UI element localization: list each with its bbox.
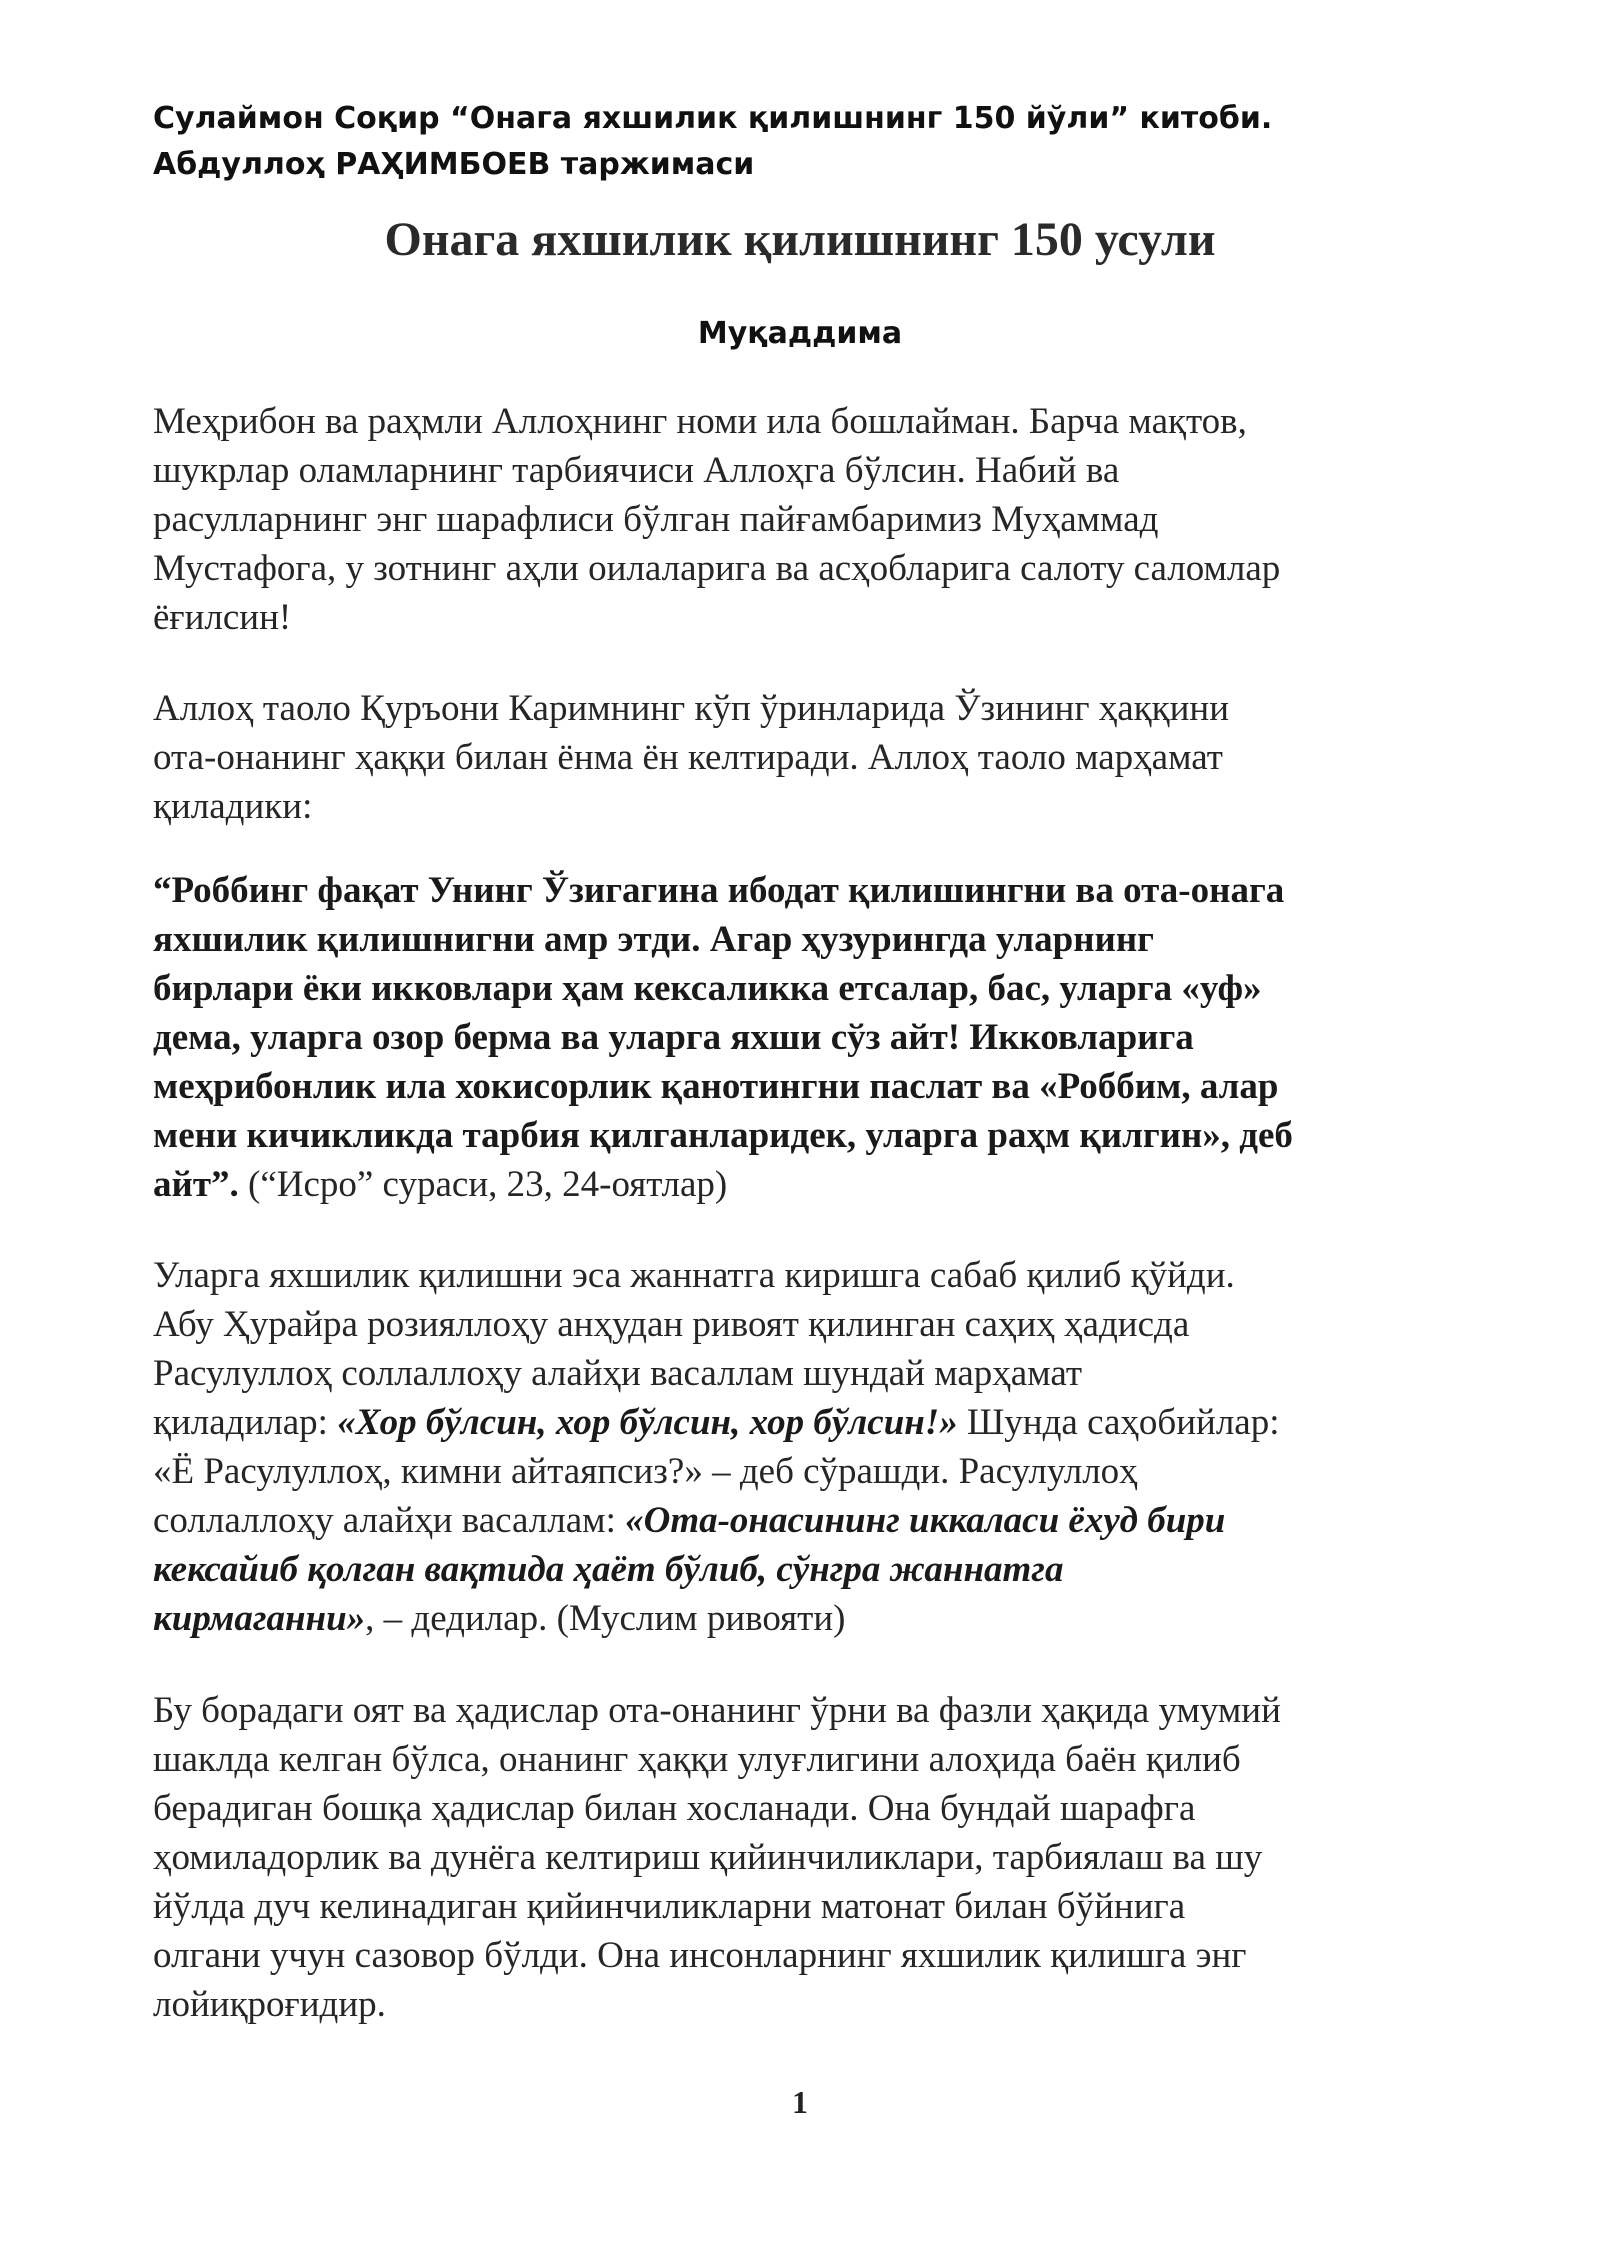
text-line: Меҳрибон ва раҳмли Аллоҳнинг номи ила бошлайман. Барча мақтов, [153,401,1247,442]
page-number: 1 [792,2084,808,2120]
hadith-quote: «Хор бўлсин, хор бўлсин, хор бўлсин!» [337,1402,958,1443]
verse-reference: (“Исро” сураси, 23, 24-оятлар) [238,1164,728,1205]
hadith-quote: «Ота-онасининг иккаласи ёхуд бири [625,1500,1226,1541]
text-span: соллаллоҳу алайҳи васаллам: [153,1500,626,1541]
text-line: Абу Ҳурайра розияллоҳу анҳудан ривоят қилинган саҳиҳ ҳадисда [153,1304,1190,1345]
verse-line: меҳрибонлик ила хокисорлик қанотингни паслат ва «Роббим, алар [153,1066,1279,1107]
paragraph-hadith [153,1251,1493,1643]
text-line: қиладики: [153,786,313,827]
header-book-line: Сулаймон Соқир “Онага яхшилик қилишнинг 150 йўли” китоби. [153,101,1273,136]
text-line [153,1594,1493,1643]
text-span: Шунда саҳобийлар: [957,1402,1280,1443]
text-line [153,1496,1493,1545]
text-line: Аллоҳ таоло Қуръони Каримнинг кўп ўринларида Ўзининг ҳаққини [153,688,1230,729]
text-span: , – дедилар. (Муслим ривояти) [365,1598,846,1639]
text-line: берадиган бошқа ҳадислар билан хосланади. Она бундай шарафга [153,1788,1196,1829]
text-line: лойиқроғидир. [153,1984,386,2025]
section-title: Муқаддима [697,316,903,351]
text-line: олгани учун сазовор бўлди. Она инсонларнинг яхшилик қилишга энг [153,1935,1247,1976]
page-title: Онага яхшилик қилишнинг 150 усули [384,213,1216,266]
text-line: расулларнинг энг шарафлиси бўлган пайғамбаримиз Муҳаммад [153,499,1159,540]
verse-line: “Роббинг фақат Унинг Ўзигагина ибодат қилишингни ва ота-онага [153,870,1285,911]
paragraph-intro [153,397,1493,642]
paragraph-mother-rights [153,1686,1493,2029]
text-line: шукрлар оламларнинг тарбиячиси Аллоҳга бўлсин. Набий ва [153,450,1120,491]
text-line: Мустафога, у зотнинг аҳли оилаларига ва асҳобларига салоту саломлар [153,548,1281,589]
text-line: Расулуллоҳ соллаллоҳу алайҳи васаллам шундай марҳамат [153,1353,1083,1394]
text-line: Уларга яхшилик қилишни эса жаннатга киришга сабаб қилиб қўйди. [153,1255,1235,1296]
text-line [153,1398,1493,1447]
text-line: «Ё Расулуллоҳ, кимни айтаяпсиз?» – деб сўрашди. Расулуллоҳ [153,1451,1138,1492]
verse-line: дема, уларга озор берма ва уларга яхши сўз айт! Икковларига [153,1017,1194,1058]
verse-line: яхшилик қилишнигни амр этди. Агар ҳузурингда уларнинг [153,919,1154,960]
text-line: ҳомиладорлик ва дунёга келтириш қийинчиликлари, тарбиялаш ва шу [153,1837,1263,1878]
text-line: ота-онанинг ҳаққи билан ёнма ён келтиради. Аллоҳ таоло марҳамат [153,737,1223,778]
text-line: ёғилсин! [153,597,292,638]
paragraph-quran-mention [153,684,1493,831]
hadith-quote: кирмаганни» [153,1598,366,1639]
text-span: қиладилар: [153,1402,338,1443]
book-header [153,96,1503,188]
paragraph-verse-quote [153,866,1493,1209]
text-line: шаклда келган бўлса, онанинг ҳаққи улуғлигини алоҳида баён қилиб [153,1739,1241,1780]
hadith-quote-line: кексайиб қолган вақтида ҳаёт бўлиб, сўнгра жаннатга [153,1549,1064,1590]
verse-end-bold: айт”. [153,1164,239,1205]
text-line: Бу борадаги оят ва ҳадислар ота-онанинг ўрни ва фазли ҳақида умумий [153,1690,1281,1731]
verse-last-line [153,1160,1493,1209]
verse-line: бирлари ёки икковлари ҳам кексаликка етсалар, бас, уларга «уф» [153,968,1262,1009]
text-line: йўлда дуч келинадиган қийинчиликларни матонат билан бўйнига [153,1886,1186,1927]
verse-line: мени кичикликда тарбия қилганларидек, уларга раҳм қилгин», деб [153,1115,1293,1156]
header-translator-line: Абдуллоҳ РАҲИМБОЕВ таржимаси [153,147,755,182]
